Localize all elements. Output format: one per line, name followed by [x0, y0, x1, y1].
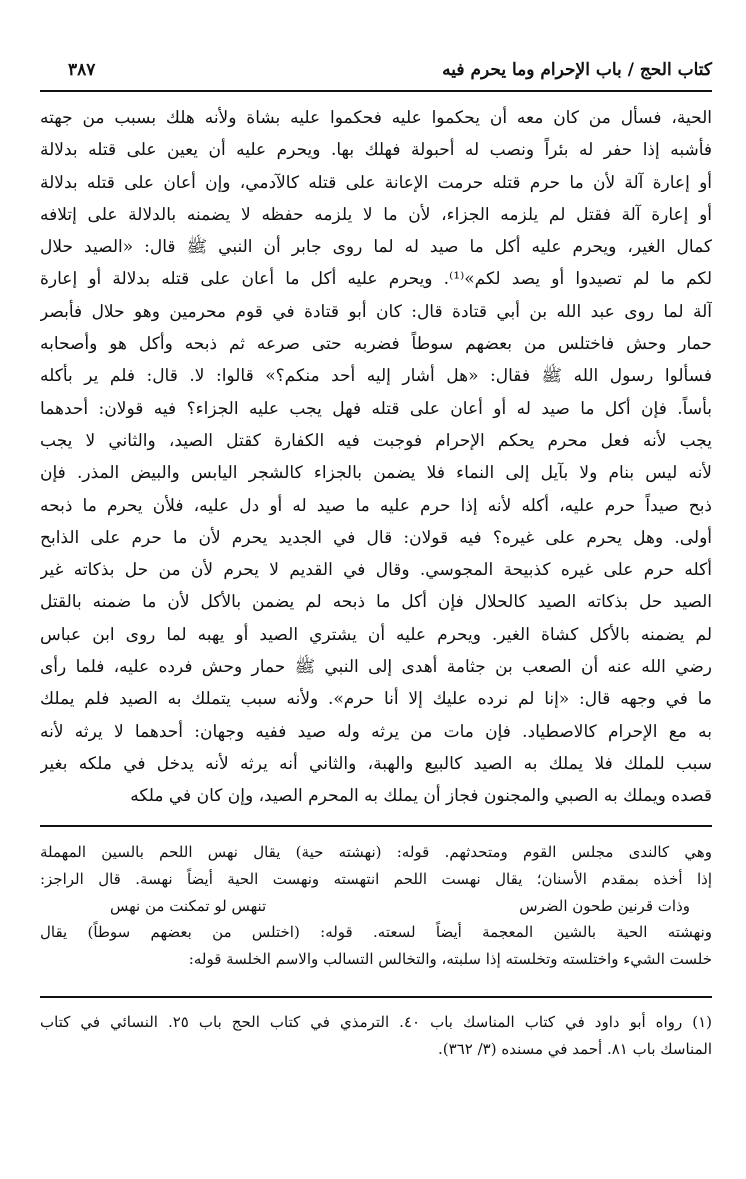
main-text-line: به مع الإحرام كالاصطياد. فإن مات من يرثه وله صيد ففيه وجهان: أحدهما لا يرثه لأنه [40, 721, 712, 742]
commentary-divider [40, 825, 712, 827]
main-text-line: أو إعارة آلة لأن ما حرم قتله حرمت الإعانة على قتله كالآدمي، وإن أعان على قتله بدلالة [40, 172, 712, 193]
main-text-line: فسألوا رسول الله ﷺ فقال: «هل أشار إليه أحد منكم؟» قالوا: لا. قال: فلم ير بأكله [40, 366, 712, 387]
main-text-line: كمال الغير، ويحرم عليه أكل ما صيد له لما روى جابر أن النبي ﷺ قال: «الصيد حلال [40, 237, 712, 258]
footnote-line: المناسك باب ٨١. أحمد في مسنده (٣/ ٣٦٢). [438, 1040, 712, 1058]
footnote-line: (١) رواه أبو داود في كتاب المناسك باب ٤٠. الترمذي في كتاب الحج باب ٢٥. النسائي في كتاب [40, 1013, 712, 1031]
commentary-line: ونهشته الحية بالشين المعجمة أيضاً لسعته. قوله: (اختلس من بعضهم سوطاً) يقال [40, 923, 712, 942]
main-text-line: أولى. وهل يحرم على غيره؟ فيه قولان: قال في الجديد يحرم لأن ما حرم على الذابح [40, 527, 712, 548]
main-text-line: فأشبه إذا حفر له بئراً ونصب له أحبولة فهلك بها. ويحرم عليه أن يعين على قتله بدلالة [40, 140, 712, 161]
main-text-line: لكم ما لم تصيدوا أو يصد لكم»⁽¹⁾. ويحرم عليه أكل ما أعان على قتله بدلالة أو إعارة [40, 269, 712, 290]
poetry-verse [40, 893, 712, 920]
book-page [40, 52, 712, 1152]
footnotes [40, 1009, 712, 1063]
main-text-line: قصده ويملك به الصبي والمجنون فجاز أن يملك به المحرم الصيد، وإن كان في ملكه [130, 786, 712, 807]
footnote-divider [40, 996, 712, 998]
main-text-line: يجب لأنه فعل محرم يحكم الإحرام فوجبت فيه الكفارة كقتل الصيد، والثاني لا يجب [40, 430, 712, 451]
commentary [40, 839, 712, 973]
page-header [40, 52, 712, 88]
main-text-line: الحية، فسأل من كان معه أن يحكموا عليه فحكموا عليه بشاة ولأنه هلك بسبب من جهته [40, 108, 712, 128]
main-text-line: لأنه ليس بنام ولا بآيل إلى النماء فلا يضمن بالجزاء كالشجر اليابس والبيض المذر. فإن [40, 463, 712, 484]
main-text-line: سبب للملك فلا يملك به الصيد كالبيع والهبة، والثاني أنه يرثه لأنه يدخل في ملكه بغير [40, 753, 712, 774]
page-number: ٣٨٧ [68, 60, 96, 80]
main-text-line: ذبح صيداً حرم عليه، أكله لأنه إذا حرم عليه ما صيد له أو دل عليه، فلأن يحرم ما ذبحه [40, 495, 712, 516]
commentary-line: إذا أخذه بمقدم الأسنان؛ يقال نهست اللحم انتهسته ونهست الحية أيضاً نهسة. قال الراجز: [40, 869, 712, 888]
main-text [40, 102, 712, 813]
main-text-line: أكله حرم على غيره كذبيحة المجوسي. وقال في القديم لا يحرم لأن من حل بذكاته غير [40, 560, 712, 581]
verse-second-hemistich: تنهس لو تمكنت من نهس [110, 896, 267, 915]
main-text-line: ما في وجهه قال: «إنا لم نرده عليك إلا أنا حرم». ولأنه سبب يتملك به الصيد فلم يملك [40, 689, 712, 710]
main-text-line: بأساً. فإن أكل ما صيد له أو أعان على قتله فهل يجب عليه الجزاء؟ فيه قولان: أحدهما [40, 398, 712, 419]
header-rule [40, 90, 712, 92]
main-text-line: الصيد حل بذكاته الصيد كالحلال فإن أكل ما ذبحه لم يضمن بالأكل لأن ما ضمنه بالقتل [40, 592, 712, 613]
main-text-line: حمار وحش فاختلس من بعضهم سوطاً فضربه حتى صرعه ثم ذبحه وأكل هو وأصحابه [40, 334, 712, 355]
commentary-line: وهي كالندى مجلس القوم ومتحدثهم. قوله: (نهشته حية) يقال نهس اللحم بالسين المهملة [40, 843, 712, 861]
main-text-line: أو إعارة آلة فقتل لم يلزمه الجزاء، لأن ما لا يلزمه حفظه لا يضمنه بالدلالة على إتلافه [40, 204, 712, 225]
commentary-line: خلست الشيء واختلسته وتخلسته إذا سلبته، والتخالس التسالب والاسم الخلسة قوله: [188, 950, 712, 969]
running-title: كتاب الحج / باب الإحرام وما يحرم فيه [442, 60, 712, 80]
main-text-line: لم يضمنه بالأكل كشاة الغير. ويحرم عليه أن يشتري الصيد أو يهبه لما روى ابن عباس [40, 624, 712, 645]
main-text-line: رضي الله عنه أن الصعب بن جثامة أهدى إلى النبي ﷺ حمار وحش فرده عليه، فلما رأى [40, 657, 712, 678]
main-text-line: آلة لما روى عبد الله بن أبي قتادة قال: كان أبو قتادة في قوم محرمين وهو حلال فأبصر [40, 301, 712, 322]
verse-first-hemistich: وذات قرنين طحون الضرس [519, 896, 690, 915]
